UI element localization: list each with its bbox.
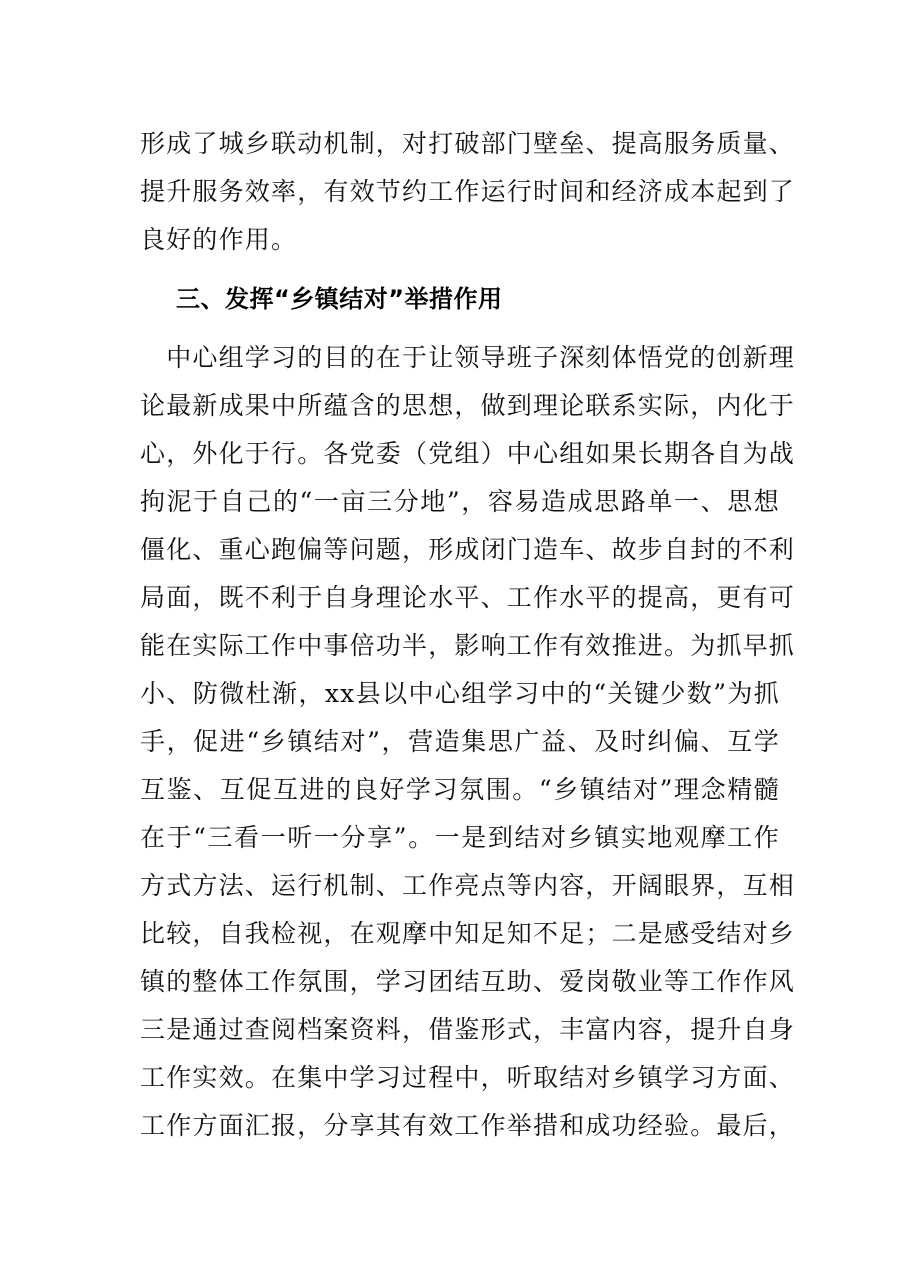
paragraph-1-line: 形成了城乡联动机制，对打破部门壁垒、提高服务质量、: [140, 129, 796, 158]
paragraph-2-line: 互鉴、互促互进的良好学习氛围。“乡镇结对”理念精髓: [140, 775, 780, 804]
paragraph-2-line: 小、防微杜渐，xx县以中心组学习中的“关键少数”为抓: [140, 679, 780, 708]
paragraph-1-line: 良好的作用。: [140, 225, 298, 254]
paragraph-2-line: 论最新成果中所蕴含的思想，做到理论联系实际，内化于: [140, 391, 796, 420]
paragraph-2-line: 中心组学习的目的在于让领导班子深刻体悟党的创新理: [140, 343, 796, 372]
paragraph-2-line: 能在实际工作中事倍功半，影响工作有效推进。为抓早抓: [140, 631, 796, 660]
paragraph-2-line: 比较，自我检视，在观摩中知足知不足；二是感受结对乡: [140, 919, 796, 948]
paragraph-2-line: 心，外化于行。各党委（党组）中心组如果长期各自为战: [140, 439, 796, 468]
paragraph-2-line: 拘泥于自己的“一亩三分地”，容易造成思路单一、思想: [140, 487, 780, 516]
paragraph-2-line: 在于“三看一听一分享”。一是到结对乡镇实地观摩工作: [140, 823, 780, 852]
paragraph-2-line: 方式方法、运行机制、工作亮点等内容，开阔眼界，互相: [140, 871, 796, 900]
paragraph-1: [140, 120, 796, 264]
paragraph-2-line: 僵化、重心跑偏等问题，形成闭门造车、故步自封的不利: [140, 535, 796, 564]
paragraph-2-line: 工作实效。在集中学习过程中，听取结对乡镇学习方面、: [140, 1063, 796, 1092]
paragraph-2: [140, 334, 796, 1150]
paragraph-2-line: 工作方面汇报，分享其有效工作举措和成功经验。最后，: [140, 1111, 796, 1140]
section-heading: 三、发挥“乡镇结对”举措作用: [176, 285, 503, 313]
paragraph-1-line: 提升服务效率，有效节约工作运行时间和经济成本起到了: [140, 177, 796, 206]
paragraph-2-line: 镇的整体工作氛围，学习团结互助、爱岗敬业等工作作风: [140, 967, 796, 996]
paragraph-2-line: 三是通过查阅档案资料，借鉴形式，丰富内容，提升自身: [140, 1015, 796, 1044]
paragraph-2-line: 局面，既不利于自身理论水平、工作水平的提高，更有可: [140, 583, 796, 612]
paragraph-2-line: 手，促进“乡镇结对”，营造集思广益、及时纠偏、互学: [140, 727, 780, 756]
